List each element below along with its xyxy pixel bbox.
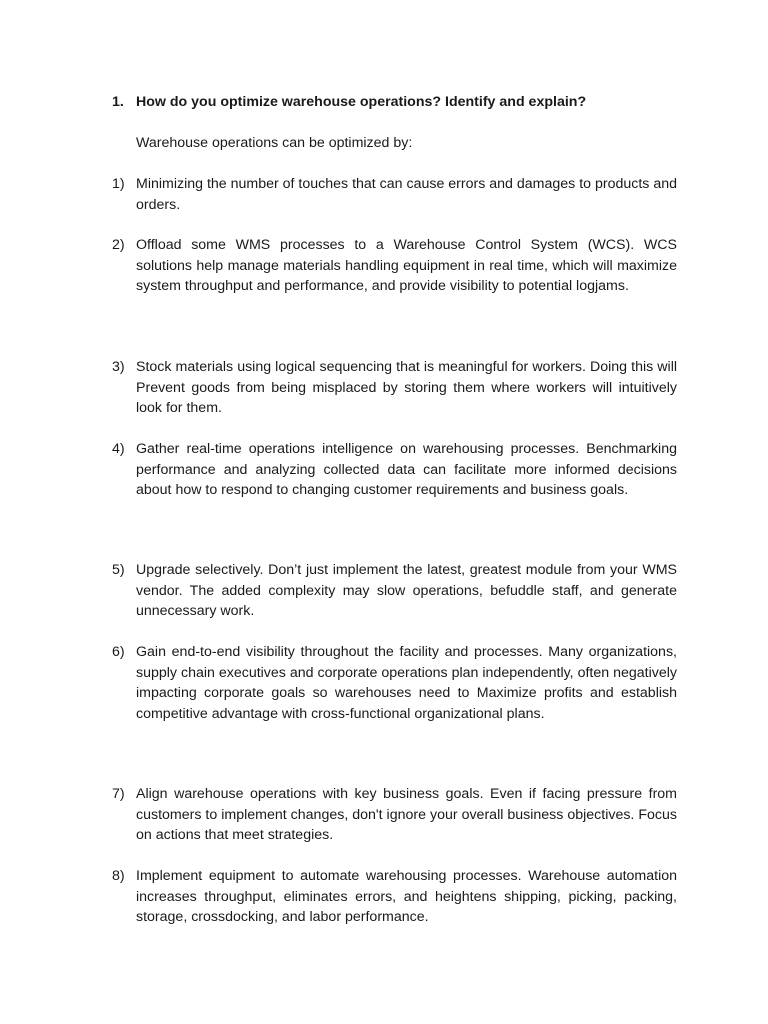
list-item-number: 7): [112, 786, 125, 802]
list-item-text: Implement equipment to automate warehousing processes. Warehouse automation increases throughput, eliminates errors, and heightens shipping, picking, packing, storage, crossdocking, and labor performance.: [136, 868, 677, 926]
list-item-number: 2): [112, 237, 125, 253]
list-item-text: Stock materials using logical sequencing that is meaningful for workers. Doing this will Prevent goods from being misplaced by storing them where workers will intuitively look for them.: [136, 359, 677, 417]
question-text: How do you optimize warehouse operations? Identify and explain?: [136, 94, 587, 110]
list-item-number: 5): [112, 562, 125, 578]
list-item: [112, 357, 677, 419]
question-number: 1.: [112, 94, 124, 110]
list-item-text: Align warehouse operations with key business goals. Even if facing pressure from customers to implement changes, don't ignore your overall business objectives. Focus on actions that meet strategies.: [136, 786, 677, 844]
list-item: [112, 439, 677, 501]
list-item-number: 6): [112, 644, 125, 660]
list-item-text: Gain end-to-end visibility throughout the facility and processes. Many organizations, supply chain executives and corporate operations plan independently, often negatively impacting corporate goals so warehouses need to Maximize profits and establish competitive advantage with cross-functional organizational plans.: [136, 644, 677, 723]
intro-paragraph: Warehouse operations can be optimized by:: [136, 135, 413, 151]
list-item-number: 3): [112, 359, 125, 375]
list-item-number: 8): [112, 868, 125, 884]
list-item-text: Minimizing the number of touches that can cause errors and damages to products and orders.: [136, 176, 678, 213]
list-item-text: Upgrade selectively. Don’t just implement the latest, greatest module from your WMS vendor. The added complexity may slow operations, befuddle staff, and generate unnecessary work.: [136, 562, 677, 620]
list-item: [112, 866, 677, 928]
list-item-number: 4): [112, 441, 125, 457]
question-heading: [112, 92, 692, 113]
list-item-number: 1): [112, 176, 125, 192]
list-item-text: Offload some WMS processes to a Warehouse Control System (WCS). WCS solutions help manage materials handling equipment in real time, which will maximize system throughput and performance, and provide visibility to potential logjams.: [136, 237, 677, 295]
list-item: [112, 560, 677, 622]
list-item-text: Gather real-time operations intelligence on warehousing processes. Benchmarking performance and analyzing collected data can facilitate more informed decisions about how to respond to changing customer requirements and business goals.: [136, 441, 677, 499]
list-item: [112, 235, 677, 297]
list-item: [112, 642, 677, 725]
list-item: [112, 784, 677, 846]
list-item: [112, 174, 677, 215]
